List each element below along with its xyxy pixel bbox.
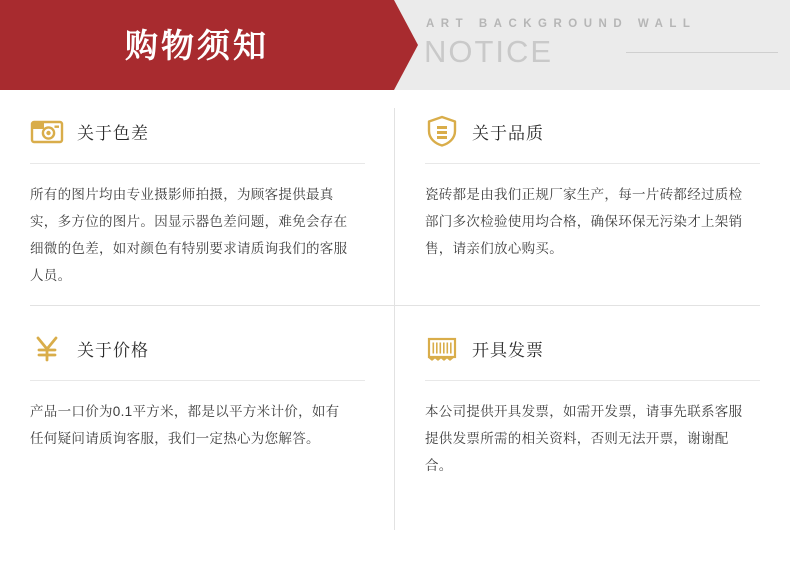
section-body	[395, 381, 790, 479]
section-title: 开具发票	[472, 340, 544, 360]
section-title: 关于色差	[77, 123, 149, 143]
header-notice-en: NOTICE	[424, 34, 554, 69]
page-title: 购物须知	[125, 26, 269, 64]
shield-quality-icon	[425, 114, 459, 148]
header-gray-panel	[394, 0, 790, 90]
invoice-icon	[425, 331, 459, 365]
header-divider-line	[626, 52, 778, 53]
section-title: 关于价格	[77, 340, 149, 360]
section-body-text: 产品一口价为0.1平方米，都是以平方米计价，如有任何疑问请质询客服，我们一定热心为您解答。	[30, 404, 340, 446]
section-body-text: 瓷砖都是由我们正规厂家生产，每一片砖都经过质检部门多次检验使用均合格，确保环保无污染才上架销售，请亲们放心购买。	[425, 187, 743, 256]
notice-section-invoice	[395, 307, 790, 524]
page-header	[0, 0, 790, 90]
section-body	[395, 164, 790, 262]
section-header	[395, 307, 790, 361]
yuan-price-icon	[30, 331, 64, 365]
header-red-panel	[0, 0, 394, 90]
section-header	[395, 90, 790, 144]
header-arrow-notch	[394, 0, 418, 90]
section-body	[0, 164, 395, 289]
camera-icon	[30, 114, 64, 148]
section-body-text: 本公司提供开具发票，如需开发票，请事先联系客服提供发票所需的相关资料，否则无法开票，谢谢配合。	[425, 404, 743, 473]
notice-section-quality	[395, 90, 790, 307]
section-header	[0, 307, 395, 361]
section-title: 关于品质	[472, 123, 544, 143]
notice-section-color	[0, 90, 395, 307]
section-header	[0, 90, 395, 144]
section-body-text: 所有的图片均由专业摄影师拍摄，为顾客提供最真实，多方位的图片。因显示器色差问题，难免会存在细微的色差，如对颜色有特别要求请质询我们的客服人员。	[30, 187, 348, 283]
header-subtitle-en: ART BACKGROUND WALL	[426, 18, 697, 30]
section-body	[0, 381, 395, 452]
notice-grid	[0, 90, 790, 561]
notice-section-price	[0, 307, 395, 524]
